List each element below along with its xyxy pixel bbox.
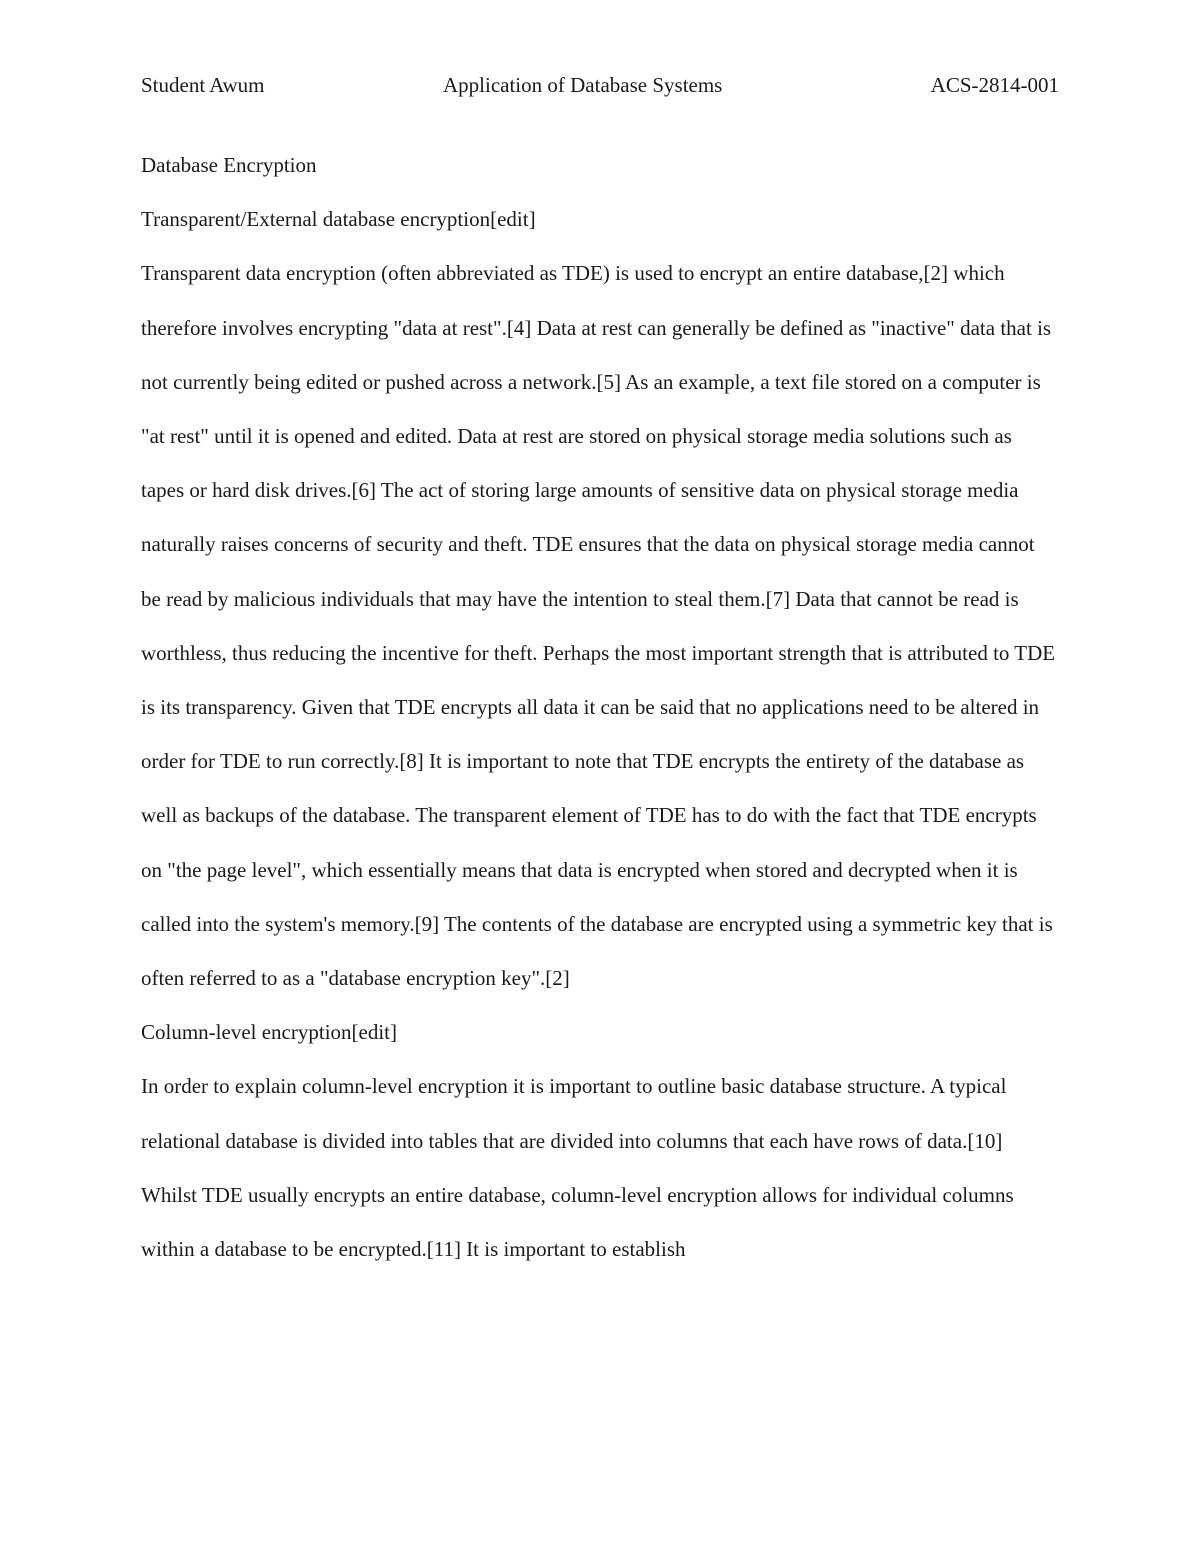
paragraph-transparent-encryption: Transparent data encryption (often abbreviated as TDE) is used to encrypt an entire database,[2] which therefore involves encrypting "data at rest".[4] Data at rest can generally be defined as "inactive" data that is not currently being edited or pushed across a network.[5] As an example, a text file stored on a computer is "at rest" until it is opened and edited. Data at rest are stored on physical storage media solutions such as tapes or hard disk drives.[6] The act of storing large amounts of sensitive data on physical storage media naturally raises concerns of security and theft. TDE ensures that the data on physical storage media cannot be read by malicious individuals that may have the intention to steal them.[7] Data that cannot be read is worthless, thus reducing the incentive for theft. Perhaps the most important strength that is attributed to TDE is its transparency. Given that TDE encrypts all data it can be said that no applications need to be altered in order for TDE to run correctly.[8] It is important to note that TDE encrypts the entirety of the database as well as backups of the database. The transparent element of TDE has to do with the fact that TDE encrypts on "the page level", which essentially means that data is encrypted when stored and decrypted when it is called into the system's memory.[9] The contents of the database are encrypted using a symmetric key that is often referred to as a "database encryption key".[2]: [141, 261, 1056, 991]
header-author: Student Awum: [141, 73, 265, 97]
document-body: [141, 138, 1059, 1276]
document-title: Database Encryption: [141, 153, 317, 177]
header-course-title: Application of Database Systems: [443, 73, 723, 97]
section-heading-column-level-encryption: Column-level encryption[edit]: [141, 1020, 398, 1045]
paragraph-column-level-encryption: In order to explain column-level encryption it is important to outline basic database structure. A typical relational database is divided into tables that are divided into columns that each have rows of data.[10] Whilst TDE usually encrypts an entire database, column-level encryption allows for individual columns within a database to be encrypted.[11] It is important to establish: [141, 1074, 1014, 1262]
page-header: [141, 70, 1059, 100]
header-course-code: ACS-2814-001: [930, 73, 1059, 97]
section-heading-transparent-encryption: Transparent/External database encryption[edit]: [141, 207, 536, 232]
